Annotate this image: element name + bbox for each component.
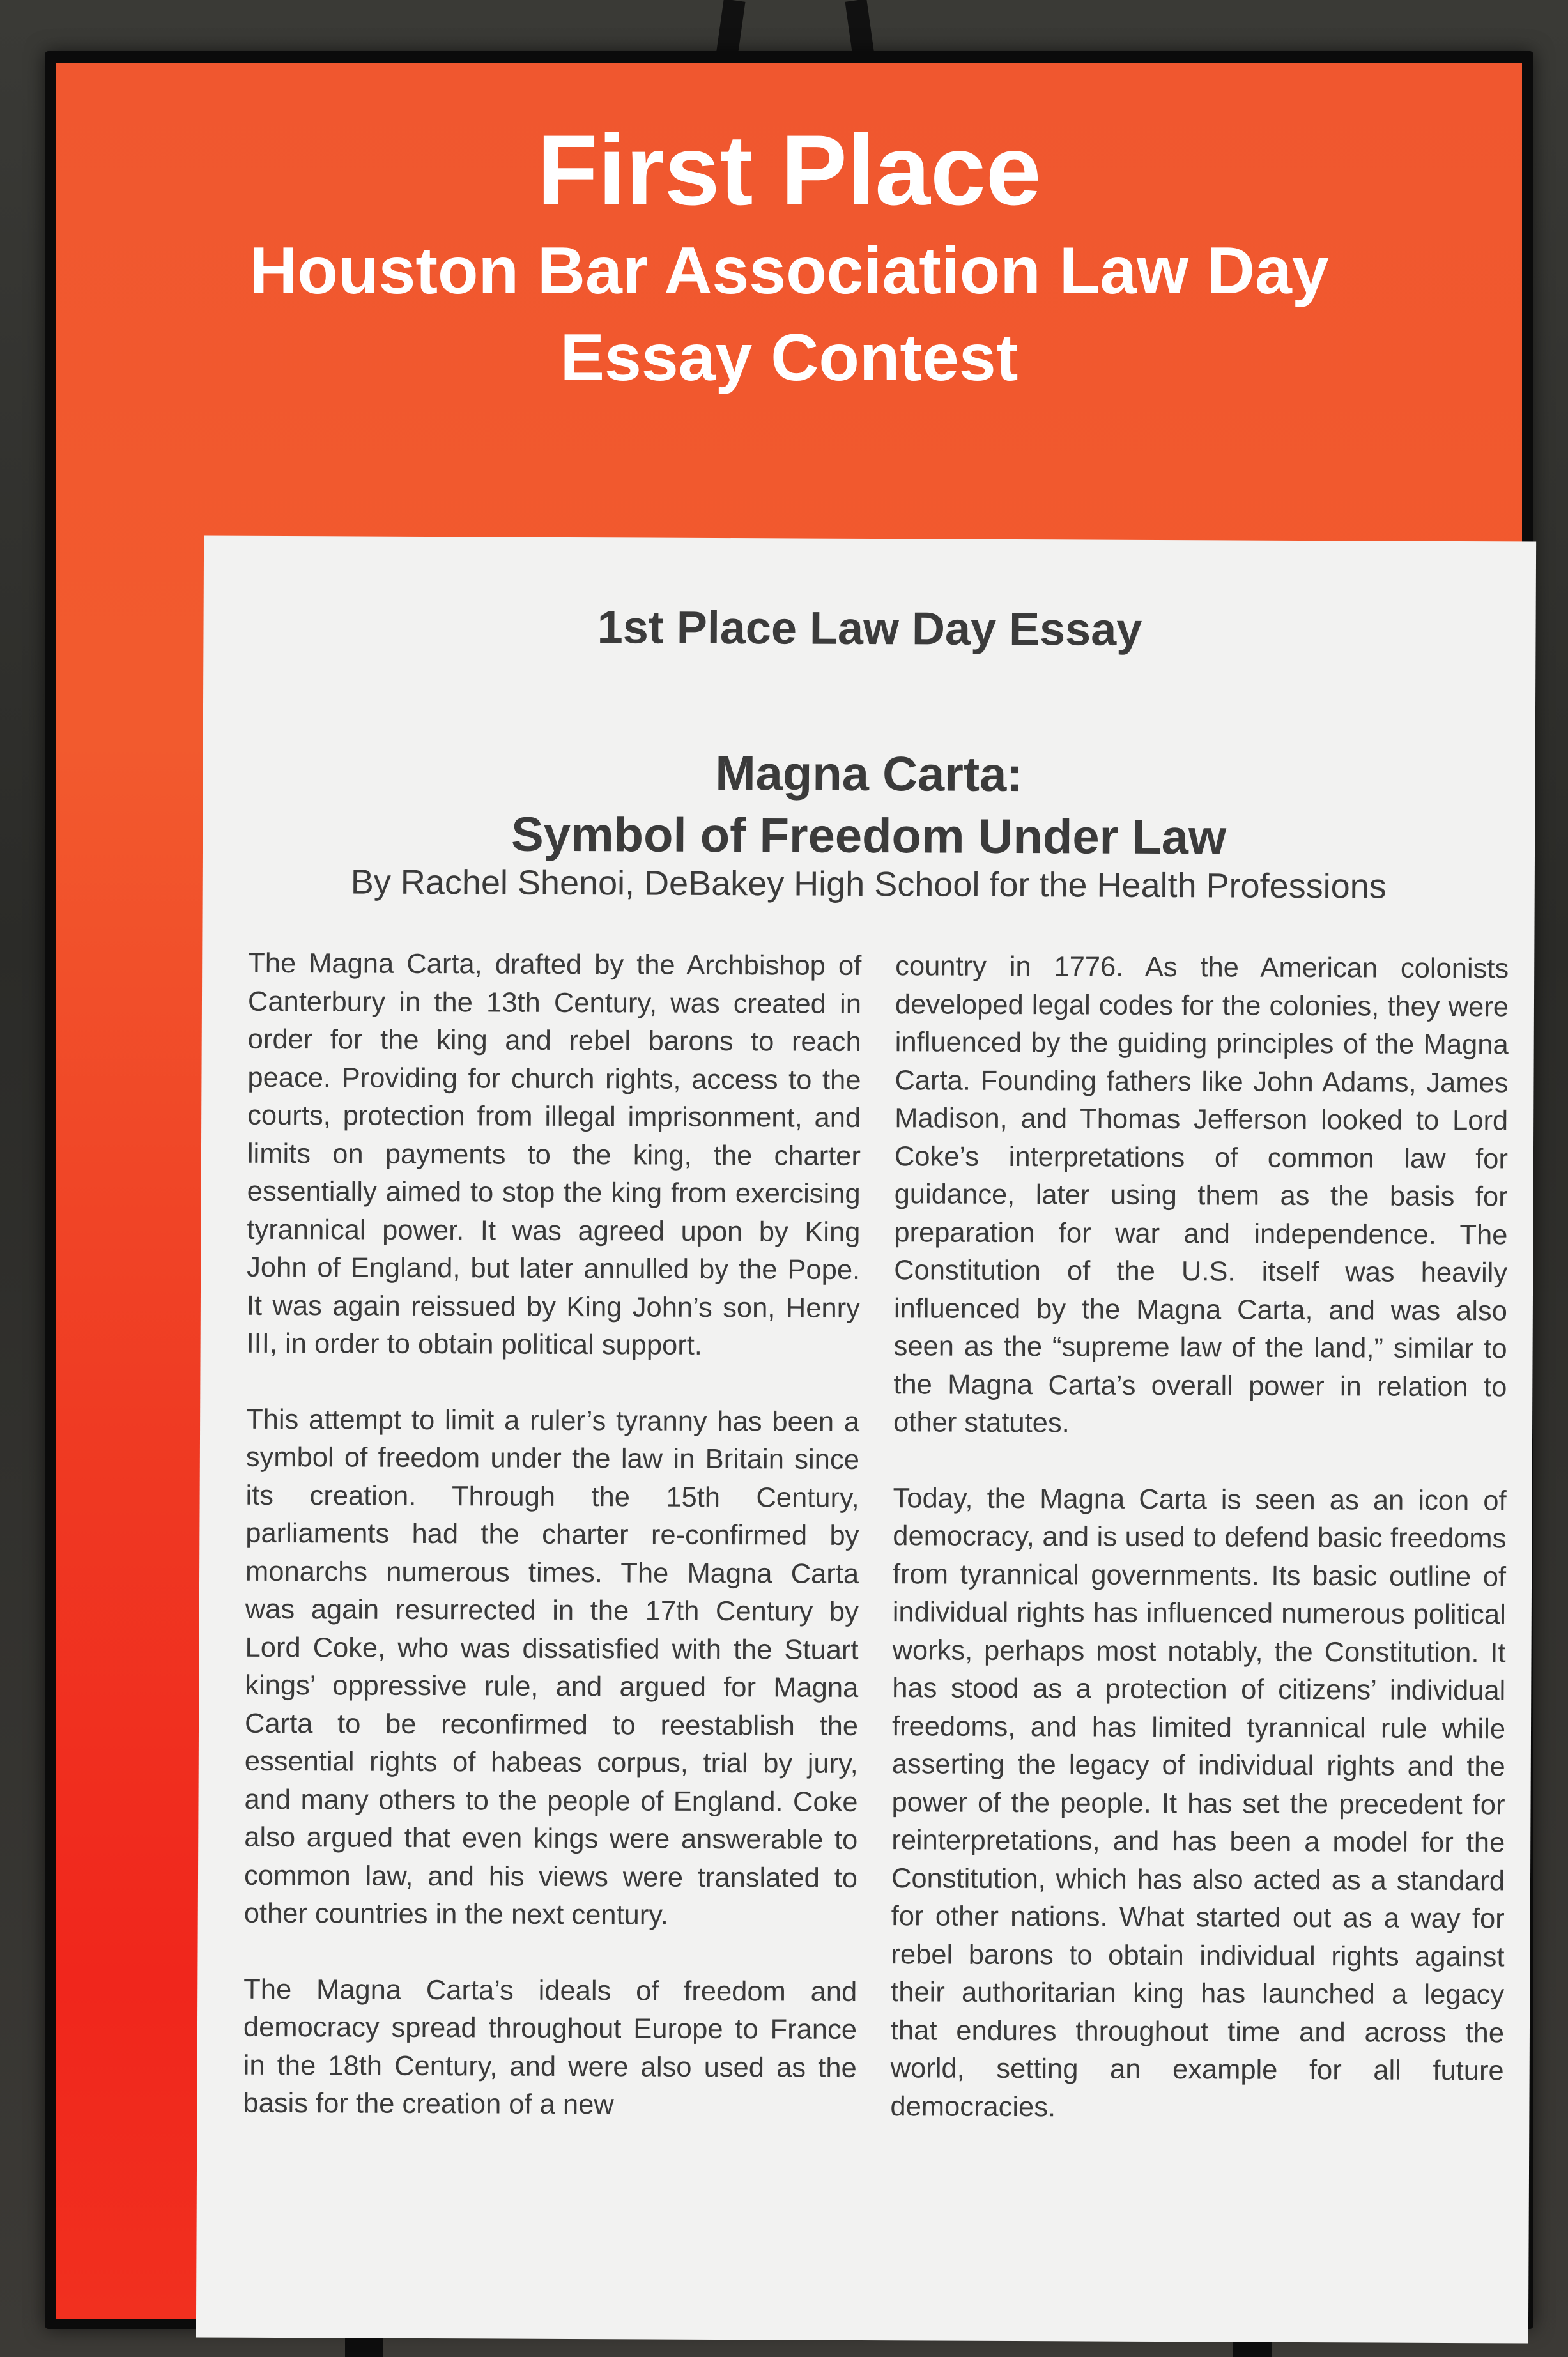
essay-title-line-1: Magna Carta:: [715, 746, 1023, 802]
essay-paragraph: The Magna Carta, drafted by the Archbishop of Canterbury in the 13th Century, was created in order for the king and rebel barons to reach peace. Providing for church rights, access to the courts, protection from illegal imprisonment, and limits on payments to the king, the charter essentially aimed to stop the king from exercising tyrannical power. It was agreed upon by King John of England, but later annulled by the Pope. It was again reissued by King John’s son, Henry III, in order to obtain political support.: [246, 948, 862, 1361]
organization-line-2: Essay Contest: [560, 320, 1018, 395]
essay-title-line-2: Symbol of Freedom Under Law: [511, 807, 1227, 865]
award-poster: [56, 63, 1522, 2319]
essay-title: [203, 740, 1535, 870]
essay-sheet: [196, 535, 1536, 2343]
essay-byline: By Rachel Shenoi, DeBakey High School for the Health Professions: [350, 863, 1387, 906]
essay-column-right: [890, 948, 1509, 2166]
poster-header: [56, 114, 1522, 401]
essay-paragraph: country in 1776. As the American colonists developed legal codes for the colonies, they were influenced by the guiding principles of the Magna Carta. Founding fathers like John Adams, James Madison, and Thomas Jefferson looked to Lord Coke’s interpretations of common law for guidance, later using them as the basis for preparation for war and independence. The Constitution of the U.S. itself was heavily influenced by the Magna Carta, and was also seen as the “supreme law of the land,” similar to the Magna Carta’s overall power in relation to other statutes.: [893, 951, 1509, 1439]
essay-paragraph: The Magna Carta’s ideals of freedom and democracy spread throughout Europe to France in the 18th Century, and were also used as the basis for the creation of a new: [243, 1974, 857, 2121]
essay-column-left: [243, 945, 861, 2163]
organization-line-1: Houston Bar Association Law Day: [249, 234, 1329, 309]
essay-heading: 1st Place Law Day Essay: [597, 602, 1142, 656]
essay-paragraph: Today, the Magna Carta is seen as an icon of democracy, and is used to defend basic freedoms from tyrannical governments. Its basic outline of individual rights has influenced numerous political works, perhaps most notably, the Constitution. It has stood as a protection of citizens’ individual freedoms, and has limited tyrannical rule while asserting the legacy of individual rights and the power of the people. It has set the precedent for reinterpretations, and has been a model for the Constitution, which has also acted as a standard for other nations. What started out as a way for rebel barons to obtain individual rights against their authoritarian king has launched a legacy that endures throughout time and across the world, setting an example for all future democracies.: [890, 1482, 1507, 2123]
essay-paragraph: This attempt to limit a ruler’s tyranny has been a symbol of freedom under the law in Britain since its creation. Through the 15th Century, parliaments had the charter re-confirmed by monarchs numerous times. The Magna Carta was again resurrected in the 17th Century by Lord Coke, who was dissatisfied with the Stuart kings’ oppressive rule, and argued for Magna Carta to be reconfirmed to reestablish the essential rights of habeas corpus, trial by jury, and many others to the people of England. Coke also argued that even kings were answerable to common law, and his views were translated to other countries in the next century.: [243, 1404, 860, 1931]
award-place-title: First Place: [537, 115, 1041, 226]
